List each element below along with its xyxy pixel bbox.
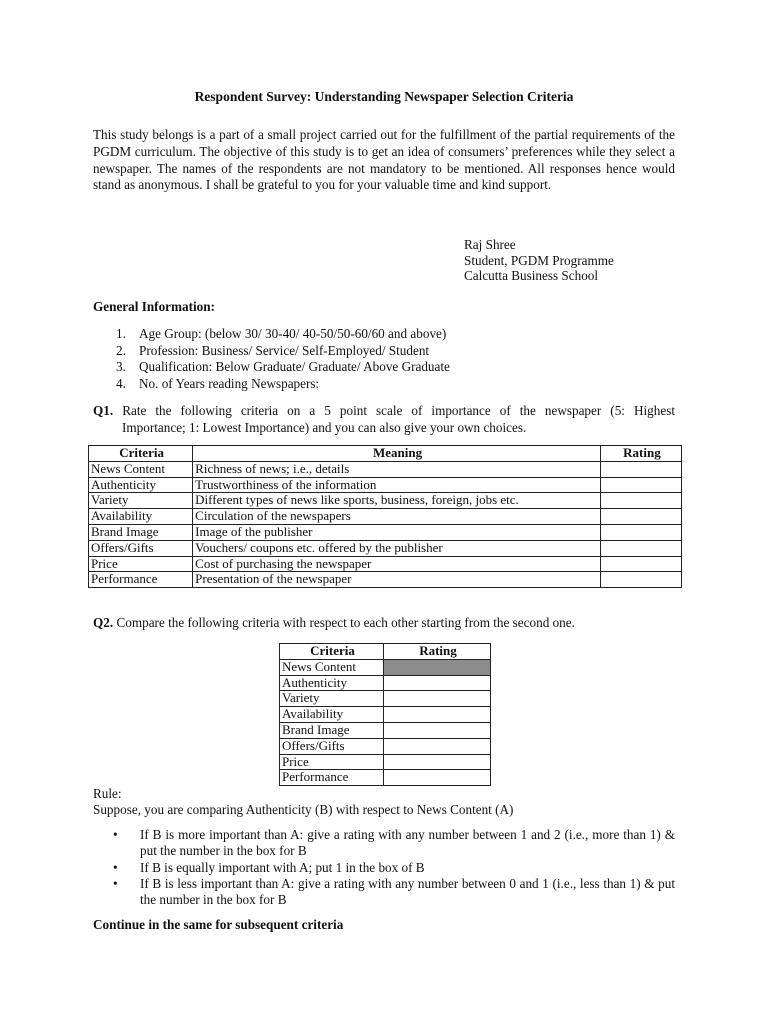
bullet-text: If B is more important than A: give a rating with any number between 1 and 2 (i.e., more than 1) & put the number in the box for B <box>140 827 675 859</box>
meaning-cell: Presentation of the newspaper <box>193 572 601 588</box>
list-text: Age Group: (below 30/ 30-40/ 40-50/50-60/60 and above) <box>139 326 447 341</box>
criteria-cell: Variety <box>280 691 384 707</box>
rule-section <box>93 786 513 818</box>
table-row <box>280 707 491 723</box>
rating-cell[interactable] <box>600 477 681 493</box>
list-number: 3. <box>116 359 126 374</box>
rating-cell[interactable] <box>384 770 491 786</box>
closing-instruction: Continue in the same for subsequent criteria <box>93 917 344 932</box>
criteria-cell: Offers/Gifts <box>89 540 193 556</box>
general-info-heading: General Information: <box>93 299 215 314</box>
question-2 <box>93 615 575 631</box>
rating-cell[interactable] <box>600 572 681 588</box>
signature-name: Raj Shree <box>464 237 516 252</box>
list-item <box>116 343 450 360</box>
criteria-cell: Offers/Gifts <box>280 738 384 754</box>
table-row <box>280 738 491 754</box>
criteria-rating-table <box>88 445 682 588</box>
rating-cell[interactable] <box>384 707 491 723</box>
criteria-cell: Availability <box>280 707 384 723</box>
table-row <box>280 659 491 675</box>
list-item <box>116 326 450 343</box>
list-item <box>113 876 675 909</box>
criteria-cell: News Content <box>89 461 193 477</box>
question-1-text-1: Rate the following criteria on a 5 point scale of importance of the newspaper (5: Highest <box>122 403 675 418</box>
column-header-meaning: Meaning <box>193 446 601 462</box>
question-1-text-2: Importance; 1: Lowest Importance) and you can also give your own choices. <box>122 420 527 435</box>
criteria-cell: Authenticity <box>89 477 193 493</box>
table-header-row <box>89 446 682 462</box>
list-text: Profession: Business/ Service/ Self-Employed/ Student <box>139 342 430 358</box>
list-item <box>116 376 450 393</box>
criteria-cell: Performance <box>89 572 193 588</box>
table-row <box>280 675 491 691</box>
bullet-icon: • <box>113 859 118 875</box>
list-text: Qualification: Below Graduate/ Graduate/ Above Graduate <box>139 359 450 374</box>
list-number: 4. <box>116 375 126 391</box>
list-item <box>113 860 675 876</box>
rule-heading: Rule: <box>93 786 122 801</box>
question-1-label: Q1. <box>93 403 114 418</box>
list-item <box>113 827 675 860</box>
signature-school: Calcutta Business School <box>464 268 599 283</box>
criteria-cell: Price <box>280 754 384 770</box>
signature-role: Student, PGDM Programme <box>464 252 614 268</box>
rating-cell[interactable] <box>384 675 491 691</box>
bullet-icon: • <box>113 827 118 842</box>
criteria-cell: Price <box>89 556 193 572</box>
meaning-cell: Image of the publisher <box>193 524 601 540</box>
comparison-table <box>279 643 491 786</box>
table-row <box>280 722 491 738</box>
table-row <box>89 540 682 556</box>
table-header-row <box>280 644 491 660</box>
table-row <box>89 524 682 540</box>
signature-block <box>464 237 614 284</box>
bullet-text: If B is less important than A: give a rating with any number between 0 and 1 (i.e., less than 1) & put the number in the box for B <box>140 875 675 908</box>
table-row <box>280 770 491 786</box>
list-number: 1. <box>116 326 126 341</box>
table-row <box>89 477 682 493</box>
table-row <box>280 691 491 707</box>
rule-bullet-list <box>113 827 675 908</box>
intro-paragraph: This study belongs is a part of a small project carried out for the fulfillment of the partial requirements of the PGDM curriculum. The objective of this study is to get an idea of consumers’ preferences while they select a newspaper. The names of the respondents are not mandatory to be mentioned. All responses hence would stand as anonymous. I shall be grateful to you for your valuable time and kind support. <box>93 127 675 193</box>
table-row <box>89 461 682 477</box>
meaning-cell: Trustworthiness of the information <box>193 477 601 493</box>
rating-cell[interactable] <box>600 493 681 509</box>
rating-cell[interactable] <box>384 722 491 738</box>
criteria-cell: Brand Image <box>280 722 384 738</box>
criteria-cell: News Content <box>280 659 384 675</box>
question-1 <box>93 402 675 436</box>
column-header-criteria: Criteria <box>280 644 384 660</box>
table-row <box>89 493 682 509</box>
general-info-list <box>116 326 450 392</box>
meaning-cell: Cost of purchasing the newspaper <box>193 556 601 572</box>
rule-intro: Suppose, you are comparing Authenticity (B) with respect to News Content (A) <box>93 802 514 817</box>
list-number: 2. <box>116 342 126 358</box>
rating-cell[interactable] <box>384 738 491 754</box>
rating-cell[interactable] <box>600 509 681 525</box>
table-row <box>89 572 682 588</box>
meaning-cell: Vouchers/ coupons etc. offered by the publisher <box>193 540 601 556</box>
shaded-rating-cell <box>384 659 491 675</box>
table-row <box>280 754 491 770</box>
meaning-cell: Richness of news; i.e., details <box>193 461 601 477</box>
rating-cell[interactable] <box>600 461 681 477</box>
criteria-cell: Performance <box>280 770 384 786</box>
table-row <box>89 509 682 525</box>
column-header-criteria: Criteria <box>89 446 193 462</box>
page-title: Respondent Survey: Understanding Newspaper Selection Criteria <box>194 89 574 104</box>
bullet-icon: • <box>113 875 118 891</box>
criteria-cell: Variety <box>89 493 193 509</box>
list-item <box>116 359 450 376</box>
rating-cell[interactable] <box>600 556 681 572</box>
criteria-cell: Availability <box>89 509 193 525</box>
rating-cell[interactable] <box>384 691 491 707</box>
question-2-text: Compare the following criteria with respect to each other starting from the second one. <box>116 615 575 630</box>
criteria-cell: Brand Image <box>89 524 193 540</box>
rating-cell[interactable] <box>600 540 681 556</box>
meaning-cell: Circulation of the newspapers <box>193 509 601 525</box>
column-header-rating: Rating <box>600 446 681 462</box>
question-2-label: Q2. <box>93 615 114 630</box>
bullet-text: If B is equally important with A; put 1 in the box of B <box>140 859 425 875</box>
column-header-rating: Rating <box>384 644 491 660</box>
rating-cell[interactable] <box>384 754 491 770</box>
table-row <box>89 556 682 572</box>
question-1-line-1 <box>93 402 675 419</box>
meaning-cell: Different types of news like sports, business, foreign, jobs etc. <box>193 493 601 509</box>
criteria-cell: Authenticity <box>280 675 384 691</box>
rating-cell[interactable] <box>600 524 681 540</box>
list-text: No. of Years reading Newspapers: <box>139 375 320 391</box>
